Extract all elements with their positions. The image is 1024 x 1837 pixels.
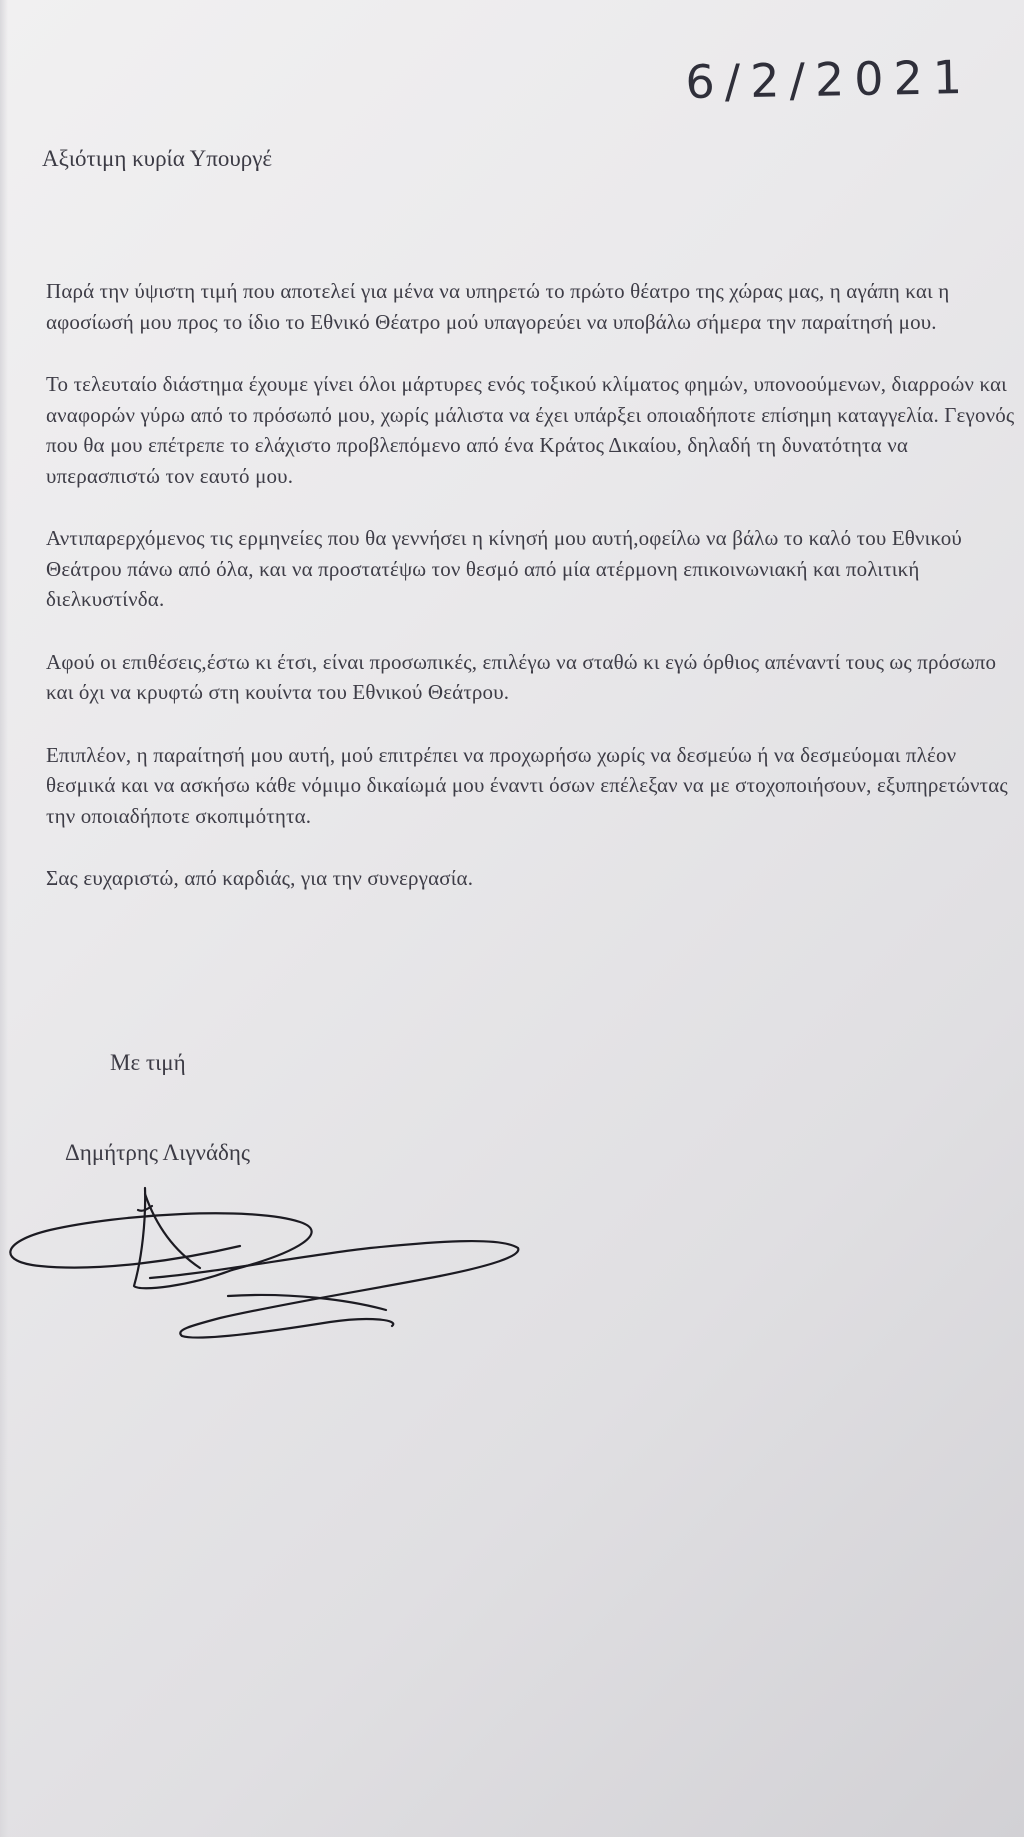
handwritten-date [685, 49, 985, 125]
signer-name: Δημήτρης Λιγνάδης [65, 1140, 250, 1165]
paragraph-4: Αφού οι επιθέσεις,έστω κι έτσι, είναι προσωπικές, επιλέγω να σταθώ κι εγώ όρθιος απέναντί τους ως πρόσωπο και όχι να κρυφτώ στη κουίντα του Εθνικού Θεάτρου. [46, 649, 997, 704]
paragraph-2: Το τελευταίο διάστημα έχουμε γίνει όλοι μάρτυρες ενός τοξικού κλίματος φημών, υπονοούμενων, διαρροών και αναφορών γύρω από το πρόσωπό μου, χωρίς μάλιστα να έχει υπάρξει οποιαδήποτε επίσημη καταγγελία. Γεγονός που θα μου επέτρεπε το ελάχιστο προβλεπόμενο από ένα Κράτος Δικαίου, δηλαδή τη δυνατότητα να υπερασπιστώ τον εαυτό μου. [46, 372, 1015, 488]
paragraph-3: Αντιπαρερχόμενος τις ερμηνείες που θα γεννήσει η κίνησή μου αυτή,οφείλω να βάλω το καλό του Εθνικού Θεάτρου πάνω από όλα, και να προστατέψω τον θεσμό από μία ατέρμονη επικοινωνιακή και πολιτική διελκυστίνδα. [46, 526, 962, 611]
paragraph-5: Επιπλέον, η παραίτησή μου αυτή, μού επιτρέπει να προχωρήσω χωρίς να δεσμεύω ή να δεσμεύομαι πλέον θεσμικά και να ασκήσω κάθε νόμιμο δικαίωμά μου έναντι όσων επέλεξαν να με στοχοποιήσουν, εξυπηρετώντας την οποιαδήποτε σκοπιμότητα. [46, 742, 1008, 828]
date-text: 6/2/2021 [685, 49, 973, 109]
paragraph-1: Παρά την ύψιστη τιμή που αποτελεί για μένα να υπηρετώ το πρώτο θέατρο της χώρας μας, η αγάπη και η αφοσίωσή μου προς το ίδιο το Εθνικό Θέατρο μού υπαγορεύει να υποβάλω σήμερα την παραίτησή μου. [46, 279, 950, 334]
salutation: Αξιότιμη κυρία Υπουργέ [42, 146, 273, 171]
handwritten-signature [0, 1180, 540, 1360]
signature-drawing [0, 1180, 540, 1360]
closing: Με τιμή [110, 1050, 186, 1075]
paragraph-6: Σας ευχαριστώ, από καρδιάς, για την συνεργασία. [46, 866, 474, 890]
letter-body [46, 276, 1016, 926]
page-edge-shadow [0, 0, 8, 1837]
